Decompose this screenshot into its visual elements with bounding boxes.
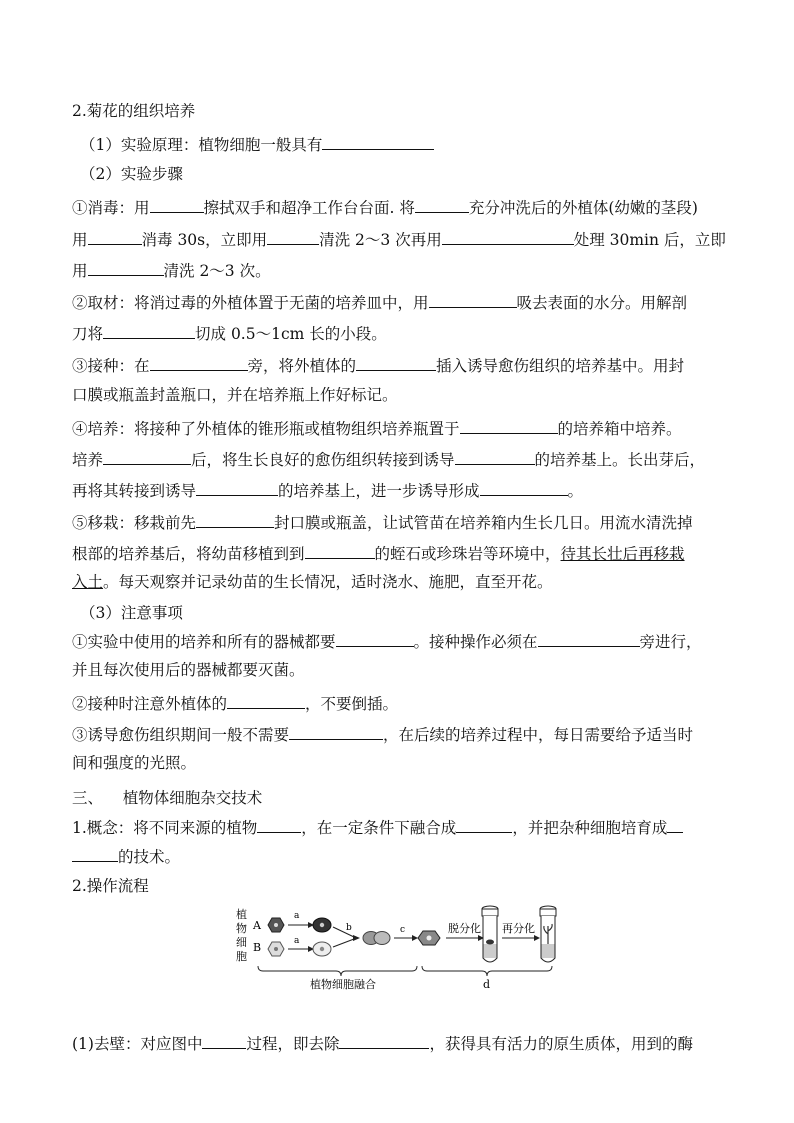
diagram-label-char: 物 bbox=[236, 922, 247, 935]
blank[interactable] bbox=[356, 354, 436, 371]
arrow-a-label: a bbox=[294, 911, 300, 921]
diagram-label-char: 胞 bbox=[236, 950, 247, 963]
hybrid-cell-nucleus bbox=[427, 936, 432, 941]
procedure-heading: 2.操作流程 bbox=[72, 877, 149, 895]
blank[interactable] bbox=[103, 322, 195, 339]
arrow-c-label: c bbox=[400, 925, 406, 935]
arrowhead bbox=[353, 935, 360, 941]
diagram-label-char: 植 bbox=[236, 908, 247, 921]
section-2-title: 2.菊花的组织培养 bbox=[72, 102, 196, 120]
d-label: d bbox=[483, 978, 491, 991]
test-tube-plantlet bbox=[540, 906, 556, 962]
blank[interactable] bbox=[429, 291, 517, 308]
diagram-label-char: 细 bbox=[236, 936, 247, 949]
cell-b-nucleus bbox=[274, 947, 278, 951]
fusion-bracket bbox=[258, 966, 417, 976]
blank[interactable] bbox=[336, 630, 414, 647]
tube-cap bbox=[482, 909, 498, 916]
blank[interactable] bbox=[88, 228, 142, 245]
blank[interactable] bbox=[150, 196, 204, 213]
arrowhead bbox=[534, 935, 540, 941]
blank[interactable] bbox=[196, 511, 274, 528]
section-3-title: 三、 植物体细胞杂交技术 bbox=[72, 789, 263, 807]
note2: ②接种时注意外植体的 ，不要倒插。 bbox=[72, 692, 732, 714]
callus bbox=[486, 940, 494, 945]
blank[interactable] bbox=[202, 1032, 246, 1049]
test-tube-callus bbox=[482, 906, 498, 962]
blank[interactable] bbox=[196, 479, 278, 496]
blank[interactable] bbox=[227, 692, 305, 709]
note3-line1: ③诱导愈伤组织期间一般不需要 ，在后续的培养过程中，每日需要给予适当时 bbox=[72, 723, 732, 745]
step2-line2: 刀将 切成 0.5～1cm 长的小段。 bbox=[72, 322, 732, 344]
regeneration-bracket bbox=[422, 966, 552, 976]
step3-line1: ③接种：在 旁，将外植体的 插入诱导愈伤组织的培养基中。用封 bbox=[72, 354, 732, 376]
blank[interactable] bbox=[257, 816, 301, 833]
protoplast-b-nucleus bbox=[320, 947, 324, 951]
protoplast-a-nucleus bbox=[320, 923, 324, 927]
step1-line1: ①消毒：用 擦拭双手和超净工作台台面. 将 充分冲洗后的外植体(幼嫩的茎段) bbox=[72, 196, 732, 218]
blank[interactable] bbox=[322, 133, 434, 150]
protoplast-fusion-diagram bbox=[226, 904, 566, 996]
step3-line2: 口膜或瓶盖封盖瓶口，并在培养瓶上作好标记。 bbox=[72, 386, 398, 404]
note1-line1: ①实验中使用的培养和所有的器械都要 。接种操作必须在 旁进行， bbox=[72, 630, 732, 652]
step2-line1: ②取材：将消过毒的外植体置于无菌的培养皿中，用 吸去表面的水分。用解剖 bbox=[72, 291, 732, 313]
blank[interactable] bbox=[339, 1032, 429, 1049]
decell-wall-line: (1)去壁：对应图中 过程，即去除 ，获得具有活力的原生质体，用到的酶 bbox=[72, 1032, 732, 1054]
blank[interactable] bbox=[538, 630, 640, 647]
tube-medium bbox=[484, 944, 497, 958]
blank[interactable] bbox=[103, 448, 191, 465]
arrow-b-label: b bbox=[346, 923, 352, 933]
step4-line1: ④培养：将接种了外植体的锥形瓶或植物组织培养瓶置于 的培养箱中培养。 bbox=[72, 417, 732, 439]
step1-line2: 用 消毒 30s，立即用 清洗 2～3 次再用 处理 30min 后，立即 bbox=[72, 228, 732, 250]
cell-a-label: A bbox=[253, 919, 261, 932]
blank[interactable] bbox=[267, 228, 319, 245]
blank[interactable] bbox=[456, 816, 512, 833]
blank[interactable] bbox=[442, 228, 574, 245]
blank[interactable] bbox=[88, 259, 164, 276]
fusing-cell-right bbox=[374, 932, 390, 945]
blank[interactable] bbox=[460, 417, 558, 434]
tube-cap bbox=[540, 909, 556, 916]
arrow-a-label: a bbox=[294, 936, 300, 946]
step5-line3: 入土。每天观察并记录幼苗的生长情况，适时浇水、施肥，直至开花。 bbox=[72, 573, 553, 591]
blank[interactable] bbox=[72, 845, 118, 862]
blank[interactable] bbox=[667, 816, 683, 833]
concept-line1: 1.概念：将不同来源的植物 ，在一定条件下融合成 ，并把杂种细胞培育成 bbox=[72, 816, 732, 838]
cell-a-nucleus bbox=[274, 923, 278, 927]
blank[interactable] bbox=[305, 542, 375, 559]
blank[interactable] bbox=[455, 448, 535, 465]
step1-line3: 用 清洗 2～3 次。 bbox=[72, 259, 732, 281]
step4-line3: 再将其转接到诱导 的培养基上，进一步诱导形成 。 bbox=[72, 479, 732, 501]
concept-line2: 的技术。 bbox=[72, 845, 732, 867]
step5-line1: ⑤移栽：移栽前先 封口膜或瓶盖，让试管苗在培养箱内生长几日。用流水清洗掉 bbox=[72, 511, 732, 533]
blank[interactable] bbox=[415, 196, 469, 213]
blank[interactable] bbox=[150, 354, 248, 371]
principle-line: （1）实验原理：植物细胞一般具有 bbox=[80, 133, 740, 155]
note1-line2: 并且每次使用后的器械都要灭菌。 bbox=[72, 661, 305, 679]
blank[interactable] bbox=[289, 723, 383, 740]
arrow-b bbox=[333, 939, 354, 947]
dedifferentiation-label: 脱分化 bbox=[448, 922, 481, 935]
fusion-label: 植物细胞融合 bbox=[310, 978, 376, 991]
blank[interactable] bbox=[480, 479, 568, 496]
notes-heading: （3）注意事项 bbox=[80, 604, 183, 622]
redifferentiation-label: 再分化 bbox=[502, 922, 535, 935]
tube-medium bbox=[542, 944, 555, 958]
step4-line2: 培养 后，将生长良好的愈伤组织转接到诱导 的培养基上。长出芽后， bbox=[72, 448, 732, 470]
arrowhead bbox=[412, 935, 418, 941]
steps-heading: （2）实验步骤 bbox=[80, 165, 183, 183]
note3-line2: 间和强度的光照。 bbox=[72, 754, 197, 772]
cell-b-label: B bbox=[253, 941, 262, 954]
step5-line2: 根部的培养基后，将幼苗移植到到 的蛭石或珍珠岩等环境中，待其长壮后再移栽 bbox=[72, 542, 732, 564]
